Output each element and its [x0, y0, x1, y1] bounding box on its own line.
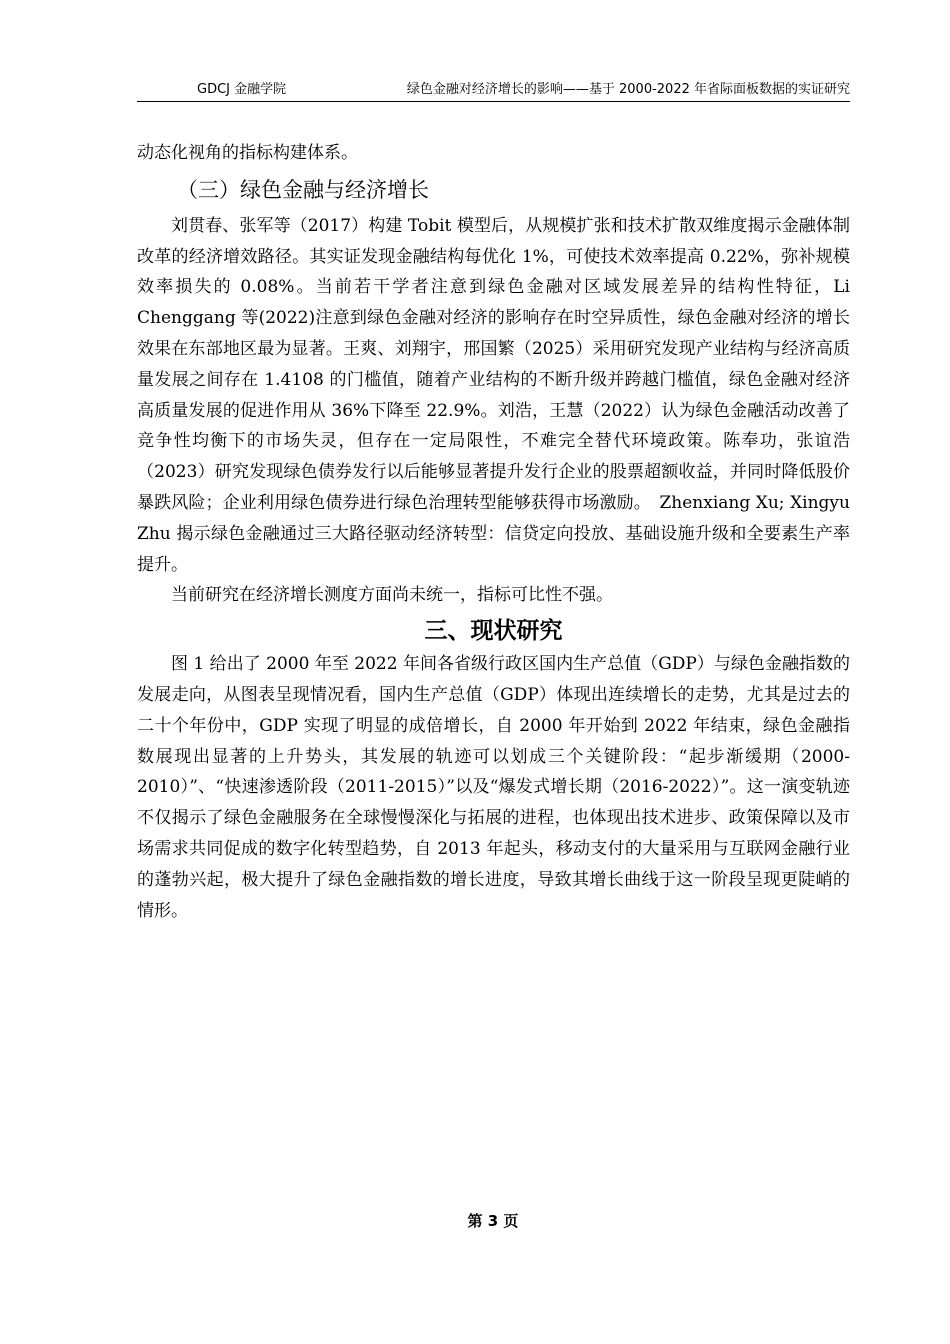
paragraph-continued: 动态化视角的指标构建体系。	[137, 143, 358, 163]
paragraph-summary: 当前研究在经济增长测度方面尚未统一，指标可比性不强。	[171, 585, 613, 606]
running-header	[137, 78, 850, 98]
page-number: 第 3 页	[467, 1212, 519, 1230]
paragraph-literature: 刘贯春、张军等（2017）构建 Tobit 模型后，从规模扩张和技术扩散双维度揭示金融体制改革的经济增效路径。其实证发现金融结构每优化 1%，可使技术效率提高 0.22%，弥补规模效率损失的 0.08%。当前若干学者注意到绿色金融对区域发展差异的结构性特征，Li Chenggang 等(2022)注意到绿色金融对经济的影响存在时空异质性，绿色金融对经济的增长效果在东部地区最为显著。王爽、刘翔宇，邢国繁（2025）采用研究发现产业结构与经济高质量发展之间存在 1.4108 的门槛值，随着产业结构的不断升级并跨越门槛值，绿色金融对经济高质量发展的促进作用从 36%下降至 22.9%。刘浩，王慧（2022）认为绿色金融活动改善了竞争性均衡下的市场失灵，但存在一定局限性，不难完全替代环境政策。陈奉功，张谊浩（2023）研究发现绿色债券发行以后能够显著提升发行企业的股票超额收益，并同时降低股价暴跌风险；企业利用绿色债券进行绿色治理转型能够获得市场激励。 Zhenxiang Xu; Xingyu Zhu 揭示绿色金融通过三大路径驱动经济转型：信贷定向投放、基础设施升级和全要素生产率提升。	[137, 215, 850, 575]
body-text	[137, 138, 850, 926]
header-title: 绿色金融对经济增长的影响——基于 2000-2022 年省际面板数据的实证研究	[406, 82, 850, 97]
subsection-heading: （三）绿色金融与经济增长	[177, 177, 429, 202]
section-heading: 三、现状研究	[424, 618, 563, 645]
header-institution: GDCJ 金融学院	[197, 82, 287, 97]
paragraph-status: 图 1 给出了 2000 年至 2022 年间各省级行政区国内生产总值（GDP）与绿色金融指数的发展走向，从图表呈现情况看，国内生产总值（GDP）体现出连续增长的走势，尤其是过去的二十个年份中，GDP 实现了明显的成倍增长，自 2000 年开始到 2022 年结束，绿色金融指数展现出显著的上升势头，其发展的轨迹可以划成三个关键阶段：“起步渐缓期（2000-2010）”、“快速渗透阶段（2011-2015）”以及“爆发式增长期（2016-2022）”。这一演变轨迹不仅揭示了绿色金融服务在全球慢慢深化与拓展的进程，也体现出技术进步、政策保障以及市场需求共同促成的数字化转型趋势，自 2013 年起头，移动支付的大量采用与互联网金融行业的蓬勃兴起，极大提升了绿色金融指数的增长进度，导致其增长曲线于这一阶段呈现更陡峭的情形。	[137, 654, 850, 921]
header-rule	[137, 101, 850, 102]
